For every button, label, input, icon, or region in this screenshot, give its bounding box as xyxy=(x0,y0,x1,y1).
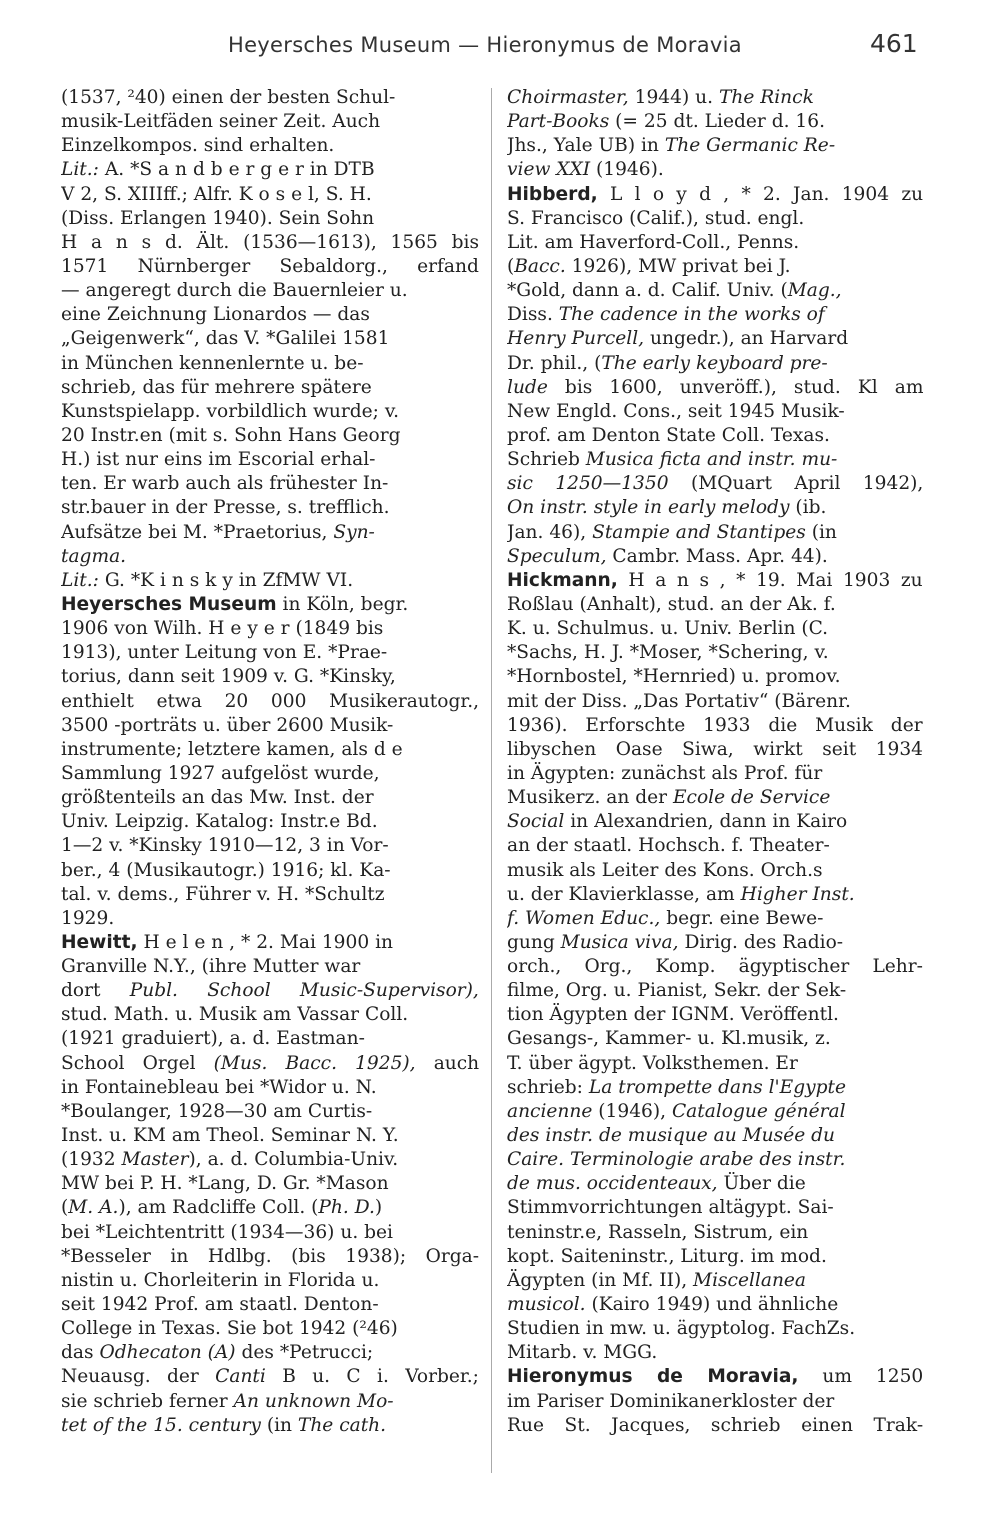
text-line xyxy=(61,1076,479,1100)
text-run: 1571 Nürnberger Sebaldorg., erfand xyxy=(61,255,479,277)
text-line xyxy=(61,279,479,303)
text-line xyxy=(507,376,923,400)
entry-headword: Heyersches Museum xyxy=(61,593,277,615)
text-line xyxy=(61,641,479,665)
text-run: — angeregt durch die Bauernleier u. xyxy=(61,280,408,302)
text-line xyxy=(507,714,923,738)
text-line xyxy=(61,134,479,158)
text-line xyxy=(507,496,923,520)
text-run: 3500 -porträts u. über 2600 Musik- xyxy=(61,714,394,736)
text-run: des *Petrucci; xyxy=(235,1342,374,1364)
text-line xyxy=(61,376,479,400)
text-run: str.bauer in der Presse, s. trefflich. xyxy=(61,497,390,519)
text-run: *Sachs, H. J. *Moser, *Schering, v. xyxy=(507,642,829,664)
text-line xyxy=(507,1269,923,1293)
text-run: instrumente; letztere kamen, als d e xyxy=(61,738,403,760)
text-run: seit 1942 Prof. am staatl. Denton- xyxy=(61,1294,379,1316)
text-run: um 1250 xyxy=(798,1366,923,1388)
text-run: College in Texas. Sie bot 1942 (²46) xyxy=(61,1318,398,1340)
text-run: ten. Er warb auch als frühester In- xyxy=(61,473,389,495)
text-line xyxy=(507,472,923,496)
text-line xyxy=(507,1196,923,1220)
text-run: 1929. xyxy=(61,907,115,929)
text-run: tion Ägypten der IGNM. Veröffentl. xyxy=(507,1004,839,1026)
text-line xyxy=(507,641,923,665)
text-line xyxy=(507,352,923,376)
text-run: prof. am Denton State Coll. Texas. xyxy=(507,424,830,446)
text-run: mit der Diss. „Das Portativ“ (Bärenr. xyxy=(507,690,851,712)
italic-text: Musica ficta and instr. mu- xyxy=(585,449,838,471)
text-line xyxy=(507,1124,923,1148)
text-run: *Boulanger, 1928—30 am Curtis- xyxy=(61,1100,373,1122)
text-line xyxy=(507,424,923,448)
italic-text: view XXI xyxy=(507,159,591,181)
text-line xyxy=(61,665,479,689)
text-run: ( xyxy=(61,1197,69,1219)
text-line xyxy=(507,738,923,762)
text-run: G. *K i n s k y in ZfMW VI. xyxy=(98,569,354,591)
text-run: auch xyxy=(415,1052,479,1074)
italic-text: Odhecaton (A) xyxy=(99,1342,236,1364)
text-run: in Alexandrien, dann in Kairo xyxy=(564,811,848,833)
italic-text: Stampie and Stantipes xyxy=(592,521,806,543)
text-line xyxy=(507,183,923,207)
text-line xyxy=(61,593,479,617)
text-run: „Geigenwerk“, das V. *Galilei 1581 xyxy=(61,328,390,350)
text-line xyxy=(61,303,479,327)
text-line xyxy=(507,786,923,810)
text-line xyxy=(61,424,479,448)
text-line xyxy=(61,1221,479,1245)
text-line xyxy=(61,158,479,182)
text-line xyxy=(507,255,923,279)
text-line xyxy=(507,400,923,424)
text-line xyxy=(61,617,479,641)
text-line xyxy=(507,617,923,641)
italic-text: Canti xyxy=(215,1366,266,1388)
text-run: Studien in mw. u. ägyptolog. FachZs. xyxy=(507,1318,856,1340)
text-run: kopt. Saiteninstr., Liturg. im mod. xyxy=(507,1245,827,1267)
text-run: Neuausg. der xyxy=(61,1366,216,1388)
text-line xyxy=(61,714,479,738)
text-run: T. über ägypt. Volksthemen. Er xyxy=(507,1052,798,1074)
text-run: sie schrieb ferner xyxy=(61,1390,234,1412)
text-run: bei *Leichtentritt (1934—36) u. bei xyxy=(61,1221,394,1243)
text-run: Jan. 46), xyxy=(507,521,593,543)
italic-text: Higher Inst. xyxy=(740,883,855,905)
text-run: Roßlau (Anhalt), stud. an der Ak. f. xyxy=(507,593,836,615)
text-line xyxy=(61,1172,479,1196)
text-run: Mitarb. v. MGG. xyxy=(507,1342,658,1364)
text-run: Jhs., Yale UB) in xyxy=(507,135,665,157)
text-run: (1946). xyxy=(590,159,664,181)
italic-text: ancienne xyxy=(507,1100,593,1122)
text-line xyxy=(61,231,479,255)
text-line xyxy=(61,472,479,496)
text-line xyxy=(507,1148,923,1172)
text-line xyxy=(507,1341,923,1365)
text-run: ) xyxy=(374,1197,383,1219)
italic-text: f. Women Educ., xyxy=(507,907,661,929)
text-run: ber., 4 (Musikautogr.) 1916; kl. Ka- xyxy=(61,859,391,881)
text-line xyxy=(61,1341,479,1365)
italic-text: Musica viva, xyxy=(560,931,679,953)
italic-text: lude xyxy=(507,376,548,398)
running-title: Heyersches Museum — Hieronymus de Moravia xyxy=(228,33,742,57)
text-run: an der staatl. Hochsch. f. Theater- xyxy=(507,835,830,857)
text-line xyxy=(507,1003,923,1027)
italic-text: Catalogue général xyxy=(671,1100,846,1122)
text-line xyxy=(507,810,923,834)
text-run: Schrieb xyxy=(507,449,586,471)
text-line xyxy=(507,1221,923,1245)
text-line xyxy=(61,448,479,472)
italic-text: Syn- xyxy=(333,521,375,543)
text-line xyxy=(61,738,479,762)
text-line xyxy=(61,1245,479,1269)
text-run: Univ. Leipzig. Katalog: Instr.e Bd. xyxy=(61,811,378,833)
text-line xyxy=(61,545,479,569)
text-run: B u. C i. Vorber.; xyxy=(265,1366,479,1388)
text-run: (1921 graduiert), a. d. Eastman- xyxy=(61,1028,365,1050)
text-run: in München kennenlernte u. be- xyxy=(61,352,364,374)
text-run: Musikerz. an der xyxy=(507,787,673,809)
text-run: S. Francisco (Calif.), stud. engl. xyxy=(507,207,805,229)
italic-text: M. A. xyxy=(68,1197,119,1219)
text-run: u. der Klavierklasse, am xyxy=(507,883,741,905)
text-run: Cambr. Mass. Apr. 44). xyxy=(606,545,828,567)
entry-headword: Hewitt, xyxy=(61,931,138,953)
text-run: 1913), unter Leitung von E. *Prae- xyxy=(61,642,388,664)
text-line xyxy=(507,907,923,931)
text-run: größtenteils an das Mw. Inst. der xyxy=(61,787,374,809)
text-run: 1926), MW privat bei J. xyxy=(565,255,791,277)
text-run: V 2, S. XIIIff.; Alfr. K o s e l, S. H. xyxy=(61,183,372,205)
text-run: 20 Instr.en (mit s. Sohn Hans Georg xyxy=(61,424,401,446)
text-run: (1932 xyxy=(61,1149,122,1171)
italic-text: de mus. occidenteaux, xyxy=(507,1173,718,1195)
text-run: torius, dann seit 1909 v. G. *Kinsky, xyxy=(61,666,396,688)
text-line xyxy=(61,1317,479,1341)
text-run: School Orgel xyxy=(61,1052,214,1074)
text-line xyxy=(507,158,923,182)
text-run: Ägypten (in Mf. II), xyxy=(507,1269,694,1291)
text-run: (in xyxy=(260,1414,298,1436)
italic-text: Mag., xyxy=(787,280,842,302)
italic-text: Lit.: xyxy=(61,569,99,591)
column-divider xyxy=(491,88,492,1473)
text-line xyxy=(61,1269,479,1293)
text-line xyxy=(507,834,923,858)
text-line xyxy=(61,255,479,279)
text-run: begr. eine Bewe- xyxy=(660,907,824,929)
italic-text: Master xyxy=(121,1149,189,1171)
text-run: A. *S a n d b e r g e r in DTB xyxy=(98,159,375,181)
text-line xyxy=(507,545,923,569)
text-line xyxy=(507,207,923,231)
text-line xyxy=(61,1124,479,1148)
text-run: in Köln, begr. xyxy=(276,593,409,615)
text-run: schrieb: xyxy=(507,1076,589,1098)
text-run: Sammlung 1927 aufgelöst wurde, xyxy=(61,762,380,784)
italic-text: Henry Purcell, xyxy=(507,328,645,350)
text-line xyxy=(61,834,479,858)
text-run: H.) ist nur eins im Escorial erhal- xyxy=(61,449,376,471)
text-run: ), am Radcliffe Coll. ( xyxy=(118,1197,319,1219)
text-line xyxy=(507,1076,923,1100)
text-run: *Hornbostel, *Hernried) u. promov. xyxy=(507,666,841,688)
text-run: (Kairo 1949) und ähnliche xyxy=(585,1294,839,1316)
text-run: Dr. phil., ( xyxy=(507,352,602,374)
italic-text: tagma. xyxy=(61,545,127,567)
italic-text: The early keyboard pre- xyxy=(601,352,828,374)
text-run: ), a. d. Columbia-Univ. xyxy=(188,1149,399,1171)
text-run: (ib. xyxy=(789,497,827,519)
text-line xyxy=(61,690,479,714)
text-line xyxy=(507,86,923,110)
text-run: orch., Org., Komp. ägyptischer Lehr- xyxy=(507,956,923,978)
text-line xyxy=(61,931,479,955)
text-run: Lit. am Haverford-Coll., Penns. xyxy=(507,231,800,253)
text-line xyxy=(61,207,479,231)
text-run: (1537, ²40) einen der besten Schul- xyxy=(61,87,396,108)
text-run: libyschen Oase Siwa, wirkt seit 1934 xyxy=(507,738,923,760)
text-run: in Ägypten: zunächst als Prof. für xyxy=(507,762,823,784)
italic-text: Ph. D. xyxy=(318,1197,375,1219)
text-line xyxy=(507,1293,923,1317)
italic-text: An unknown Mo- xyxy=(233,1390,394,1412)
text-run: im Pariser Dominikanerkloster der xyxy=(507,1390,835,1412)
text-run: (Diss. Erlangen 1940). Sein Sohn xyxy=(61,207,375,229)
text-line xyxy=(61,1027,479,1051)
text-run: Granville N.Y., (ihre Mutter war xyxy=(61,956,361,978)
text-line xyxy=(61,786,479,810)
text-run: dort xyxy=(61,980,130,1002)
text-run: (1946), xyxy=(592,1100,672,1122)
text-run: musik-Leitfäden seiner Zeit. Auch xyxy=(61,111,381,133)
text-run: das xyxy=(61,1342,100,1364)
italic-text: La trompette dans l'Egypte xyxy=(588,1076,846,1098)
text-line xyxy=(507,279,923,303)
italic-text: (Mus. Bacc. 1925), xyxy=(213,1052,416,1074)
text-line xyxy=(61,810,479,834)
text-run: (= 25 dt. Lieder d. 16. xyxy=(609,111,825,133)
italic-text: The Germanic Re- xyxy=(664,135,836,157)
text-run: musik als Leiter des Kons. Orch.s xyxy=(507,859,823,881)
text-line xyxy=(507,1172,923,1196)
italic-text: Social xyxy=(507,811,565,833)
text-line xyxy=(61,979,479,1003)
text-run: New Engld. Cons., seit 1945 Musik- xyxy=(507,400,845,422)
text-run: H e l e n , * 2. Mai 1900 in xyxy=(137,931,393,953)
text-line xyxy=(507,1414,923,1438)
text-run: H a n s , * 19. Mai 1903 zu xyxy=(617,569,923,591)
entry-headword: Hickmann, xyxy=(507,569,618,591)
text-run: 1906 von Wilh. H e y e r (1849 bis xyxy=(61,618,384,640)
italic-text: Speculum, xyxy=(507,545,607,567)
text-line xyxy=(61,86,479,110)
text-line xyxy=(507,955,923,979)
italic-text: The cath. xyxy=(297,1414,387,1436)
text-run: eine Zeichnung Lionardos — das xyxy=(61,304,370,326)
text-line xyxy=(61,1052,479,1076)
text-line xyxy=(61,110,479,134)
text-line xyxy=(61,1365,479,1389)
text-line xyxy=(61,762,479,786)
text-run: enthielt etwa 20 000 Musikerautogr., xyxy=(61,690,479,712)
text-run: gung xyxy=(507,931,561,953)
entry-headword: Hibberd, xyxy=(507,183,598,205)
text-run: L l o y d , * 2. Jan. 1904 zu xyxy=(597,183,923,205)
text-line xyxy=(61,955,479,979)
text-run: Stimmvorrichtungen altägypt. Sai- xyxy=(507,1197,834,1219)
italic-text: musicol. xyxy=(507,1294,586,1316)
text-run: Dirig. des Radio- xyxy=(678,931,844,953)
text-run: schrieb, das für mehrere spätere xyxy=(61,376,372,398)
text-line xyxy=(61,907,479,931)
text-line xyxy=(507,1365,923,1389)
text-line xyxy=(507,859,923,883)
text-line xyxy=(507,134,923,158)
text-line xyxy=(61,1390,479,1414)
text-line xyxy=(507,110,923,134)
text-run: K. u. Schulmus. u. Univ. Berlin (C. xyxy=(507,618,829,640)
italic-text: Ecole de Service xyxy=(672,787,831,809)
text-line xyxy=(61,883,479,907)
text-run: ( xyxy=(507,255,515,277)
italic-text: sic 1250—1350 xyxy=(507,473,669,495)
text-run: teninstr.e, Rasseln, Sistrum, ein xyxy=(507,1221,809,1243)
text-run: nistin u. Chorleiterin in Florida u. xyxy=(61,1269,380,1291)
text-line xyxy=(61,1148,479,1172)
text-line xyxy=(507,1245,923,1269)
text-line xyxy=(61,1100,479,1124)
text-run: Aufsätze bei M. *Praetorius, xyxy=(61,521,334,543)
text-line xyxy=(507,1027,923,1051)
right-column xyxy=(507,86,923,1438)
text-run: Einzelkompos. sind erhalten. xyxy=(61,135,335,157)
text-line xyxy=(61,521,479,545)
text-run: 1—2 v. *Kinsky 1910—12, 3 in Vor- xyxy=(61,835,389,857)
entry-headword: Hieronymus de Moravia, xyxy=(507,1366,799,1388)
text-line xyxy=(61,1414,479,1438)
text-line xyxy=(507,1390,923,1414)
text-run: 1944) u. xyxy=(628,87,719,108)
text-run: in Fontainebleau bei *Widor u. N. xyxy=(61,1076,377,1098)
text-run: Rue St. Jacques, schrieb einen Trak- xyxy=(507,1414,923,1436)
text-line xyxy=(61,352,479,376)
italic-text: Miscellanea xyxy=(693,1269,807,1291)
text-run: ungedr.), an Harvard xyxy=(644,328,849,350)
italic-text: On instr. style in early melody xyxy=(507,497,790,519)
text-line xyxy=(507,569,923,593)
italic-text: The Rinck xyxy=(718,87,814,108)
text-line xyxy=(507,593,923,617)
page-header xyxy=(0,28,1000,64)
text-run: (in xyxy=(805,521,837,543)
text-run: *Besseler in Hdlbg. (bis 1938); Orga- xyxy=(61,1245,479,1267)
text-line xyxy=(507,303,923,327)
text-line xyxy=(507,448,923,472)
text-line xyxy=(61,496,479,520)
text-line xyxy=(61,327,479,351)
text-run: MW bei P. H. *Lang, D. Gr. *Mason xyxy=(61,1173,389,1195)
text-run: Inst. u. KM am Theol. Seminar N. Y. xyxy=(61,1125,399,1147)
text-line xyxy=(507,665,923,689)
text-line xyxy=(507,931,923,955)
text-line xyxy=(507,521,923,545)
text-line xyxy=(507,690,923,714)
text-line xyxy=(61,1293,479,1317)
text-line xyxy=(507,1100,923,1124)
italic-text: Caire. Terminologie arabe des instr. xyxy=(507,1149,846,1171)
text-run: Kunstspielapp. vorbildlich wurde; v. xyxy=(61,400,400,422)
italic-text: Part-Books xyxy=(507,111,610,133)
text-line xyxy=(507,979,923,1003)
italic-text: Choirmaster, xyxy=(507,87,629,108)
page-number: 461 xyxy=(870,29,918,58)
text-run: Diss. xyxy=(507,304,559,326)
text-line xyxy=(507,1052,923,1076)
text-run: (MQuart April 1942), xyxy=(668,473,923,495)
text-run: *Gold, dann a. d. Calif. Univ. ( xyxy=(507,280,788,302)
text-run: Über die xyxy=(717,1173,806,1195)
text-line xyxy=(507,1317,923,1341)
text-line xyxy=(61,569,479,593)
text-run: Gesangs-, Kammer- u. Kl.musik, z. xyxy=(507,1028,831,1050)
text-run: H a n s d. Ält. (1536—1613), 1565 bis xyxy=(61,231,479,253)
italic-text: Publ. School Music-Supervisor), xyxy=(129,980,479,1002)
italic-text: Bacc. xyxy=(514,255,566,277)
text-line xyxy=(61,1196,479,1220)
italic-text: Lit.: xyxy=(61,159,99,181)
text-run: tal. v. dems., Führer v. H. *Schultz xyxy=(61,883,385,905)
text-run: 1936). Erforschte 1933 die Musik der xyxy=(507,714,923,736)
text-line xyxy=(61,859,479,883)
text-line xyxy=(61,400,479,424)
italic-text: The cadence in the works of xyxy=(558,304,825,326)
text-line xyxy=(61,1003,479,1027)
text-run: filme, Org. u. Pianist, Sekr. der Sek- xyxy=(507,980,847,1002)
text-line xyxy=(61,183,479,207)
text-line xyxy=(507,327,923,351)
text-run: stud. Math. u. Musik am Vassar Coll. xyxy=(61,1004,409,1026)
italic-text: tet of the 15. century xyxy=(61,1414,261,1436)
text-line xyxy=(507,762,923,786)
left-column xyxy=(61,86,479,1438)
italic-text: des instr. de musique au Musée du xyxy=(507,1125,835,1147)
text-run: bis 1600, unveröff.), stud. Kl am xyxy=(547,376,923,398)
text-line xyxy=(507,231,923,255)
text-line xyxy=(507,883,923,907)
